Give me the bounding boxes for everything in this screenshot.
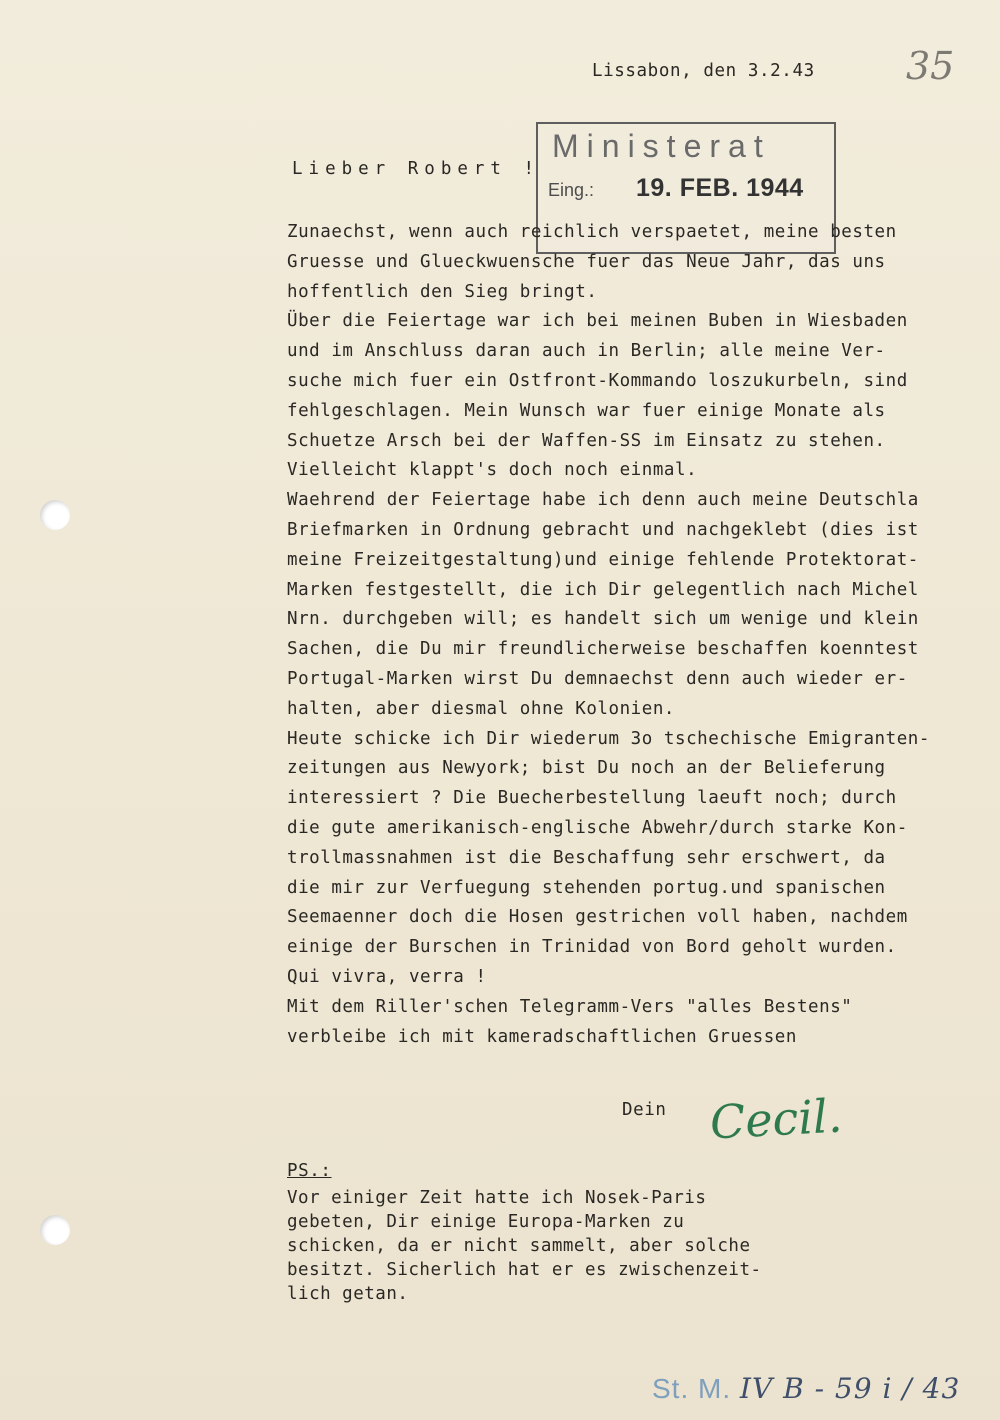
body-line: Seemaenner doch die Hosen gestrichen voll haben, nachdem xyxy=(287,907,908,928)
closing: Dein xyxy=(622,1100,667,1120)
body-line: fehlgeschlagen. Mein Wunsch war fuer einige Monate als xyxy=(287,400,886,421)
body-line: Sachen, die Du mir freundlicherweise beschaffen koenntest xyxy=(287,639,919,660)
letter-body xyxy=(287,218,997,1052)
body-line: Qui vivra, verra ! xyxy=(287,966,487,987)
body-line: Briefmarken in Ordnung gebracht und nachgeklebt (dies ist xyxy=(287,519,919,540)
ps-line: Vor einiger Zeit hatte ich Nosek-Paris xyxy=(287,1188,707,1208)
ps-line: gebeten, Dir einige Europa-Marken zu xyxy=(287,1212,685,1232)
punch-hole-upper xyxy=(40,500,70,530)
file-reference-stamp xyxy=(652,1372,960,1405)
body-line: meine Freizeitgestaltung)und einige fehlende Protektorat- xyxy=(287,549,919,570)
body-line: Heute schicke ich Dir wiederum 3o tschechische Emigranten- xyxy=(287,728,930,749)
ps-heading: PS.: xyxy=(287,1161,332,1181)
body-line: Portugal-Marken wirst Du demnaechst denn auch wieder er- xyxy=(287,668,908,689)
stamp-date: 19. FEB. 1944 xyxy=(636,174,804,202)
body-line: Über die Feiertage war ich bei meinen Buben in Wiesbaden xyxy=(287,311,908,332)
signature: Cecil. xyxy=(708,1088,844,1150)
ps-line: lich getan. xyxy=(287,1284,409,1304)
ps-line: besitzt. Sicherlich hat er es zwischenzeit- xyxy=(287,1260,762,1280)
dateline: Lissabon, den 3.2.43 xyxy=(592,61,815,81)
ps-line: schicken, da er nicht sammelt, aber solche xyxy=(287,1236,751,1256)
ps-body xyxy=(287,1186,762,1306)
body-line: suche mich fuer ein Ostfront-Kommando loszukurbeln, sind xyxy=(287,370,908,391)
body-line: Vielleicht klappt's doch noch einmal. xyxy=(287,460,698,481)
body-line: und im Anschluss daran auch in Berlin; alle meine Ver- xyxy=(287,341,886,362)
body-line: die gute amerikanisch-englische Abwehr/durch starke Kon- xyxy=(287,817,908,838)
body-line: trollmassnahmen ist die Beschaffung sehr erschwert, da xyxy=(287,847,886,868)
page-number: 35 xyxy=(906,44,955,88)
file-reference-printed: St. M. xyxy=(652,1373,732,1404)
punch-hole-lower xyxy=(40,1215,70,1245)
body-line: die mir zur Verfuegung stehenden portug.und spanischen xyxy=(287,877,886,898)
body-line: hoffentlich den Sieg bringt. xyxy=(287,281,598,302)
body-line: halten, aber diesmal ohne Kolonien. xyxy=(287,698,676,719)
body-line: einige der Burschen in Trinidad von Bord geholt wurden. xyxy=(287,937,897,958)
stamp-label: Eing.: xyxy=(548,180,595,200)
stamp-header: Ministerat xyxy=(552,128,771,164)
salutation: Lieber Robert ! xyxy=(292,159,541,179)
body-line: Waehrend der Feiertage habe ich denn auch meine Deutschla xyxy=(287,490,919,511)
body-line: Schuetze Arsch bei der Waffen-SS im Einsatz zu stehen. xyxy=(287,430,886,451)
body-line: Gruesse und Glueckwuensche fuer das Neue Jahr, das uns xyxy=(287,251,886,272)
body-line: zeitungen aus Newyork; bist Du noch an der Belieferung xyxy=(287,758,886,779)
body-line: Mit dem Riller'schen Telegramm-Vers "alles Bestens" xyxy=(287,996,853,1017)
body-line: interessiert ? Die Buecherbestellung laeuft noch; durch xyxy=(287,788,897,809)
body-line: Marken festgestellt, die ich Dir gelegentlich nach Michel xyxy=(287,579,919,600)
body-line: Nrn. durchgeben will; es handelt sich um wenige und klein xyxy=(287,609,919,630)
file-reference-handwritten: IV B - 59 i / 43 xyxy=(739,1372,961,1405)
body-line: Zunaechst, wenn auch reichlich verspaetet, meine besten xyxy=(287,222,897,242)
body-line: verbleibe ich mit kameradschaftlichen Gruessen xyxy=(287,1026,797,1047)
